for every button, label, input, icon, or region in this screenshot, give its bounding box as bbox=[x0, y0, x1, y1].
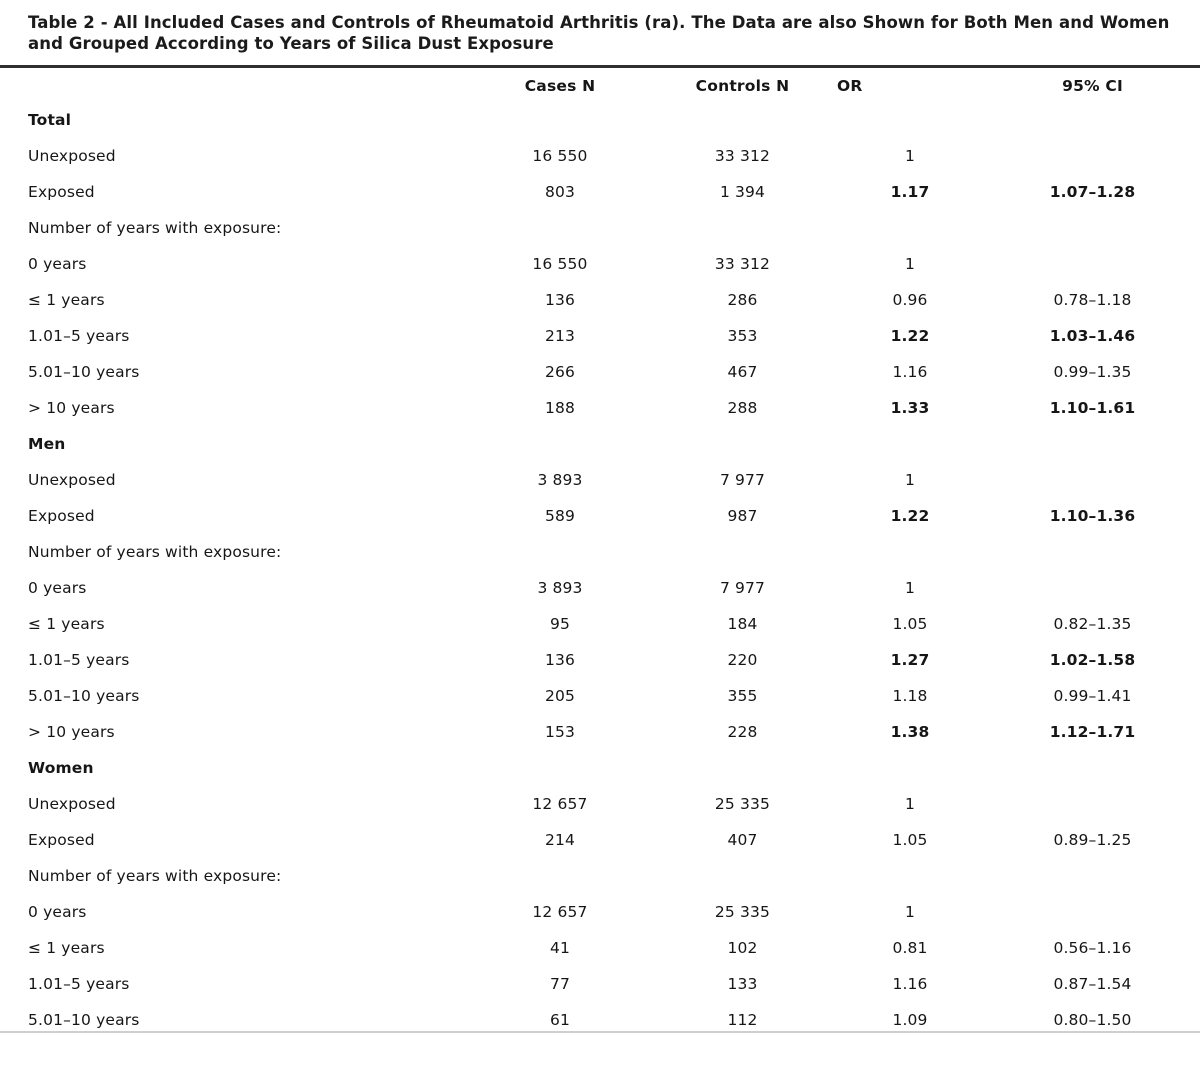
cell-cases: 188 bbox=[544, 398, 576, 417]
cell-ci bbox=[985, 894, 1200, 930]
cell-ci: 0.99–1.35 bbox=[1053, 362, 1132, 381]
cell-or: 1.33 bbox=[890, 398, 930, 417]
cell-or: 1.22 bbox=[890, 506, 930, 525]
cell-cases: 12 657 bbox=[532, 902, 588, 921]
cell-or bbox=[835, 426, 985, 462]
cell-or: 1 bbox=[904, 470, 915, 489]
cell-cases bbox=[470, 426, 650, 462]
results-table bbox=[0, 68, 1200, 1074]
cell-cases bbox=[470, 858, 650, 894]
cell-controls bbox=[650, 858, 835, 894]
row-label: Unexposed bbox=[28, 470, 116, 489]
cell-cases: 41 bbox=[549, 938, 571, 957]
cell-controls: 288 bbox=[727, 398, 758, 417]
row-label: 5.01–10 years bbox=[28, 1010, 140, 1029]
table-header bbox=[0, 68, 1200, 102]
cell-or bbox=[835, 858, 985, 894]
cell-or bbox=[835, 210, 985, 246]
column-header-ci: 95% CI bbox=[1062, 76, 1123, 95]
cell-cases: 12 657 bbox=[532, 794, 588, 813]
row-label: > 10 years bbox=[28, 722, 115, 741]
cell-ci: 1.10–1.36 bbox=[1049, 506, 1136, 525]
row-label: 0 years bbox=[28, 902, 87, 921]
table-row bbox=[0, 786, 1200, 822]
table-row bbox=[0, 282, 1200, 318]
cell-controls: 184 bbox=[727, 614, 758, 633]
table-row bbox=[0, 606, 1200, 642]
row-label: ≤ 1 years bbox=[28, 938, 105, 957]
row-label: Number of years with exposure: bbox=[28, 542, 282, 561]
table-row bbox=[0, 858, 1200, 894]
table-row bbox=[0, 318, 1200, 354]
row-label: Men bbox=[28, 434, 66, 453]
cell-ci: 0.89–1.25 bbox=[1053, 830, 1132, 849]
row-label: Number of years with exposure: bbox=[28, 866, 282, 885]
cell-controls bbox=[650, 102, 835, 138]
cell-ci bbox=[985, 462, 1200, 498]
cell-ci: 1.07–1.28 bbox=[1049, 182, 1136, 201]
table-row bbox=[0, 102, 1200, 138]
cell-cases: 136 bbox=[544, 650, 576, 669]
cell-cases: 589 bbox=[544, 506, 576, 525]
cell-cases bbox=[470, 534, 650, 570]
row-label: 5.01–10 years bbox=[28, 362, 140, 381]
row-label: Exposed bbox=[28, 506, 95, 525]
row-label: Unexposed bbox=[28, 146, 116, 165]
cell-or bbox=[835, 534, 985, 570]
cell-cases: 136 bbox=[544, 290, 576, 309]
cell-controls: 33 312 bbox=[714, 146, 771, 165]
cell-ci: 1.02–1.58 bbox=[1049, 650, 1136, 669]
cell-or: 1 bbox=[904, 794, 915, 813]
row-label: Exposed bbox=[28, 182, 95, 201]
footer-band bbox=[0, 1031, 1200, 1069]
cell-or: 1.05 bbox=[892, 830, 928, 849]
cell-controls: 25 335 bbox=[714, 902, 771, 921]
cell-ci bbox=[985, 426, 1200, 462]
cell-cases: 16 550 bbox=[532, 254, 588, 273]
cell-ci: 1.03–1.46 bbox=[1049, 326, 1136, 345]
row-label: 1.01–5 years bbox=[28, 326, 130, 345]
cell-cases bbox=[470, 750, 650, 786]
table-row bbox=[0, 894, 1200, 930]
cell-or: 1.16 bbox=[892, 362, 928, 381]
cell-controls: 133 bbox=[727, 974, 758, 993]
cell-or: 1.17 bbox=[890, 182, 930, 201]
column-header-or: OR bbox=[837, 76, 863, 95]
cell-or: 1.18 bbox=[892, 686, 928, 705]
cell-cases: 3 893 bbox=[537, 578, 583, 597]
cell-ci: 0.99–1.41 bbox=[1053, 686, 1132, 705]
table-row bbox=[0, 534, 1200, 570]
cell-ci bbox=[985, 102, 1200, 138]
cell-controls: 7 977 bbox=[719, 578, 766, 597]
row-label: 0 years bbox=[28, 578, 87, 597]
column-header-cases: Cases N bbox=[524, 76, 596, 95]
cell-controls bbox=[650, 426, 835, 462]
row-label: > 10 years bbox=[28, 398, 115, 417]
cell-cases: 16 550 bbox=[532, 146, 588, 165]
cell-cases: 803 bbox=[544, 182, 576, 201]
cell-ci: 1.12–1.71 bbox=[1049, 722, 1136, 741]
table-row bbox=[0, 822, 1200, 858]
table-row bbox=[0, 714, 1200, 750]
row-label: 5.01–10 years bbox=[28, 686, 140, 705]
table-row bbox=[0, 966, 1200, 1002]
cell-controls: 467 bbox=[727, 362, 758, 381]
cell-or: 1 bbox=[904, 146, 915, 165]
table-row bbox=[0, 210, 1200, 246]
cell-or: 1 bbox=[904, 902, 915, 921]
cell-cases bbox=[470, 102, 650, 138]
cell-or: 1.27 bbox=[890, 650, 930, 669]
column-header-controls: Controls N bbox=[695, 76, 790, 95]
cell-cases: 61 bbox=[549, 1010, 571, 1029]
cell-or: 1.38 bbox=[890, 722, 930, 741]
cell-controls: 25 335 bbox=[714, 794, 771, 813]
cell-ci bbox=[985, 750, 1200, 786]
column-header-label bbox=[0, 68, 470, 102]
cell-cases: 214 bbox=[544, 830, 576, 849]
row-label: Number of years with exposure: bbox=[28, 218, 282, 237]
table-row bbox=[0, 498, 1200, 534]
cell-or: 0.81 bbox=[892, 938, 928, 957]
table-row bbox=[0, 642, 1200, 678]
cell-controls: 228 bbox=[727, 722, 758, 741]
cell-controls: 112 bbox=[727, 1010, 758, 1029]
cell-ci bbox=[985, 138, 1200, 174]
table-body bbox=[0, 102, 1200, 1074]
cell-controls bbox=[650, 750, 835, 786]
cell-or: 0.96 bbox=[892, 290, 928, 309]
cell-ci: 0.80–1.50 bbox=[1053, 1010, 1132, 1029]
cell-ci bbox=[985, 210, 1200, 246]
cell-controls: 355 bbox=[727, 686, 758, 705]
table-row bbox=[0, 138, 1200, 174]
row-label: ≤ 1 years bbox=[28, 614, 105, 633]
cell-controls: 33 312 bbox=[714, 254, 771, 273]
cell-cases: 95 bbox=[549, 614, 571, 633]
row-label: Total bbox=[28, 110, 72, 129]
cell-cases: 213 bbox=[544, 326, 576, 345]
row-label: 1.01–5 years bbox=[28, 650, 130, 669]
cell-ci: 0.82–1.35 bbox=[1053, 614, 1132, 633]
cell-or bbox=[835, 750, 985, 786]
cell-cases: 3 893 bbox=[537, 470, 583, 489]
header-row bbox=[0, 68, 1200, 102]
cell-cases: 266 bbox=[544, 362, 576, 381]
cell-controls bbox=[650, 210, 835, 246]
cell-controls: 407 bbox=[727, 830, 758, 849]
cell-or: 1 bbox=[904, 254, 915, 273]
table-caption: Table 2 - All Included Cases and Controls of Rheumatoid Arthritis (ra). The Data are also Shown for Both Men and Women and Grouped According to Years of Silica Dust Exposure bbox=[28, 13, 1170, 54]
cell-ci: 0.56–1.16 bbox=[1053, 938, 1132, 957]
cell-ci bbox=[985, 786, 1200, 822]
cell-or: 1.05 bbox=[892, 614, 928, 633]
row-label: 1.01–5 years bbox=[28, 974, 130, 993]
cell-or: 1 bbox=[904, 578, 915, 597]
cell-controls: 220 bbox=[727, 650, 758, 669]
cell-ci bbox=[985, 534, 1200, 570]
cell-ci: 0.87–1.54 bbox=[1053, 974, 1132, 993]
row-label: Women bbox=[28, 758, 94, 777]
cell-or bbox=[835, 102, 985, 138]
row-label: 0 years bbox=[28, 254, 87, 273]
cell-ci: 0.78–1.18 bbox=[1053, 290, 1132, 309]
cell-or: 1.09 bbox=[892, 1010, 928, 1029]
cell-controls: 1 394 bbox=[719, 182, 766, 201]
cell-controls: 353 bbox=[727, 326, 758, 345]
table-row bbox=[0, 930, 1200, 966]
table-row bbox=[0, 354, 1200, 390]
cell-cases: 205 bbox=[544, 686, 576, 705]
row-label: Unexposed bbox=[28, 794, 116, 813]
cell-ci bbox=[985, 858, 1200, 894]
cell-controls: 7 977 bbox=[719, 470, 766, 489]
cell-cases: 153 bbox=[544, 722, 576, 741]
table-row bbox=[0, 462, 1200, 498]
row-label: ≤ 1 years bbox=[28, 290, 105, 309]
cell-ci: 1.10–1.61 bbox=[1049, 398, 1136, 417]
cell-or: 1.22 bbox=[890, 326, 930, 345]
table-row bbox=[0, 246, 1200, 282]
table-row bbox=[0, 174, 1200, 210]
cell-controls: 987 bbox=[727, 506, 758, 525]
cell-ci bbox=[985, 570, 1200, 606]
cell-cases bbox=[470, 210, 650, 246]
cell-cases: 77 bbox=[549, 974, 571, 993]
table-row bbox=[0, 390, 1200, 426]
table-row bbox=[0, 678, 1200, 714]
table-row bbox=[0, 570, 1200, 606]
cell-controls: 286 bbox=[727, 290, 758, 309]
cell-ci bbox=[985, 246, 1200, 282]
table-row bbox=[0, 750, 1200, 786]
table-row bbox=[0, 426, 1200, 462]
row-label: Exposed bbox=[28, 830, 95, 849]
cell-controls bbox=[650, 534, 835, 570]
cell-or: 1.16 bbox=[892, 974, 928, 993]
cell-controls: 102 bbox=[727, 938, 758, 957]
